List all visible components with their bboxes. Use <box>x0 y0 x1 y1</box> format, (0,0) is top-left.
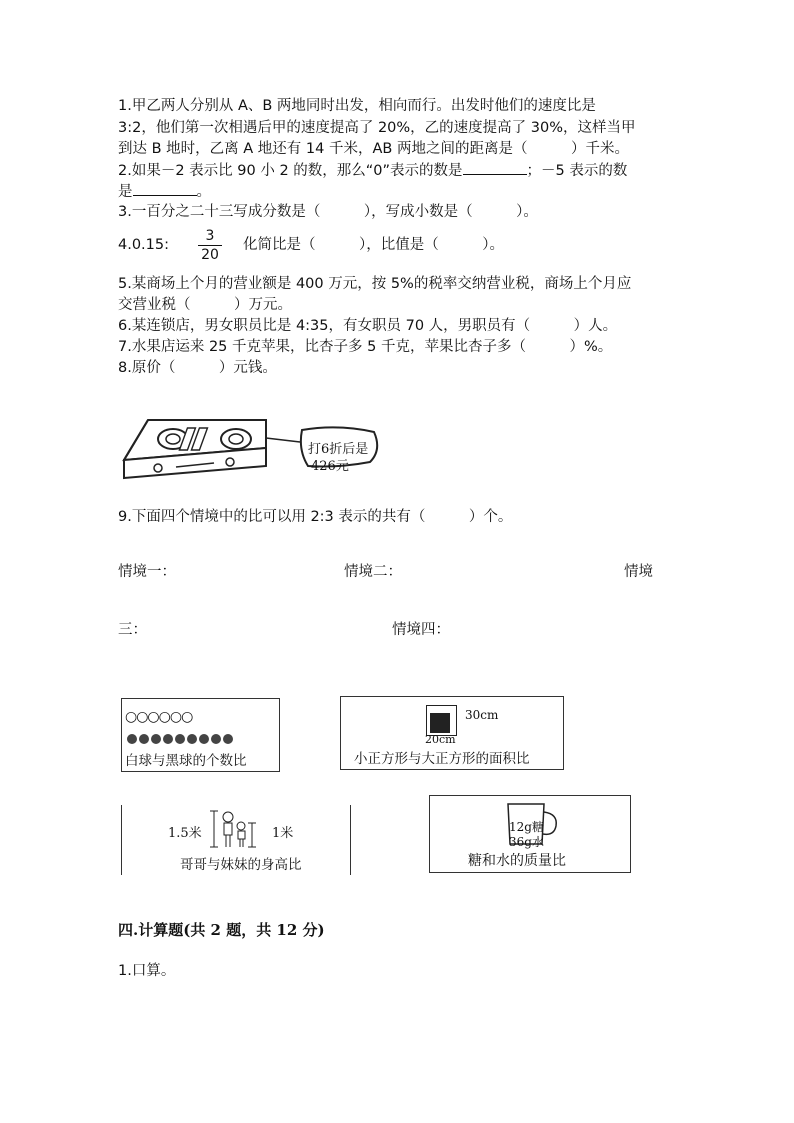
white-balls-row: ○○○○○○ <box>125 709 193 725</box>
figure-sugar-water <box>429 795 631 873</box>
scene-3-label-a: 情境 <box>624 564 653 580</box>
calc-question-1: 1.口算。 <box>118 963 176 979</box>
figure-sugar-water-caption: 糖和水的质量比 <box>468 853 566 869</box>
knob-left-icon <box>154 464 162 472</box>
q1-line-1: 1.甲乙两人分别从 A、B 两地同时出发，相向而行。出发时他们的速度比是 <box>118 98 596 114</box>
water-amount: 36g水 <box>509 835 544 849</box>
q4-fraction-denominator: 20 <box>201 247 219 263</box>
section-heading: 四.计算题(共 2 题，共 12 分) <box>118 921 325 939</box>
figure-balls <box>121 698 280 772</box>
q1-line-3: 到达 B 地时，乙离 A 地还有 14 千米，AB 两地之间的距离是（ ）千米。 <box>118 141 629 157</box>
q4-fraction-numerator: 3 <box>205 228 215 244</box>
q8: 8.原价（ ）元钱。 <box>118 360 277 376</box>
figure-squares <box>340 696 564 770</box>
small-square <box>430 713 450 733</box>
burner-right-icon <box>221 429 251 449</box>
scene-1-label: 情境一： <box>118 564 176 580</box>
figure-balls-caption: 白球与黑球的个数比 <box>125 753 247 769</box>
q2-blank-1 <box>463 160 527 175</box>
q5-line-2: 交营业税（ ）万元。 <box>118 297 292 313</box>
q5-line-1: 5.某商场上个月的营业额是 400 万元，按 5%的税率交纳营业税，商场上个月应 <box>118 276 632 292</box>
figure-squares-caption: 小正方形与大正方形的面积比 <box>354 751 530 767</box>
small-square-length: 20cm <box>425 733 456 746</box>
black-balls-row <box>126 733 236 745</box>
q4-prefix: 4.0.15: <box>118 237 170 253</box>
q7: 7.水果店运来 25 千克苹果，比杏子多 5 千克，苹果比杏子多（ ）%。 <box>118 339 613 355</box>
q2-text-b: ；－5 表示的数 <box>526 163 628 179</box>
scene-3-label-b: 三： <box>118 622 147 638</box>
q2-line-1 <box>118 160 627 181</box>
scene-2-label: 情境二： <box>344 564 402 580</box>
sugar-amount: 12g糖 <box>509 820 544 834</box>
q2-text-c: 是 <box>118 184 133 200</box>
q2-line-2 <box>118 181 211 202</box>
q2-text-a: 2.如果－2 表示比 90 小 2 的数，那么“0”表示的数是 <box>118 163 463 179</box>
q2-blank-2 <box>133 181 197 196</box>
q3: 3.一百分之二十三写成分数是（ ），写成小数是（ ）。 <box>118 204 538 220</box>
q4-suffix: 化简比是（ ），比值是（ ）。 <box>243 237 504 253</box>
price-tag-line-2: 426元 <box>311 459 349 474</box>
price-tag-line-1: 打6折后是 <box>308 442 369 457</box>
sister-height: 1米 <box>272 826 294 841</box>
brother-height: 1.5米 <box>168 826 202 841</box>
children-figure-icon <box>208 809 268 849</box>
big-square-length: 30cm <box>465 708 499 722</box>
q2-text-d: 。 <box>196 184 211 200</box>
knob-right-icon <box>226 458 234 466</box>
fraction-bar <box>198 245 222 246</box>
q9: 9.下面四个情境中的比可以用 2:3 表示的共有（ ）个。 <box>118 509 513 525</box>
q6: 6.某连锁店，男女职员比是 4:35，有女职员 70 人，男职员有（ ）人。 <box>118 318 618 334</box>
figure-heights-caption: 哥哥与妹妹的身高比 <box>180 857 302 873</box>
figure-heights <box>121 805 351 875</box>
q4-fraction <box>198 228 222 263</box>
q1-line-2: 3:2，他们第一次相遇后甲的速度提高了 20%，乙的速度提高了 30%，这样当甲 <box>118 120 636 136</box>
scene-4-label: 情境四： <box>392 622 450 638</box>
